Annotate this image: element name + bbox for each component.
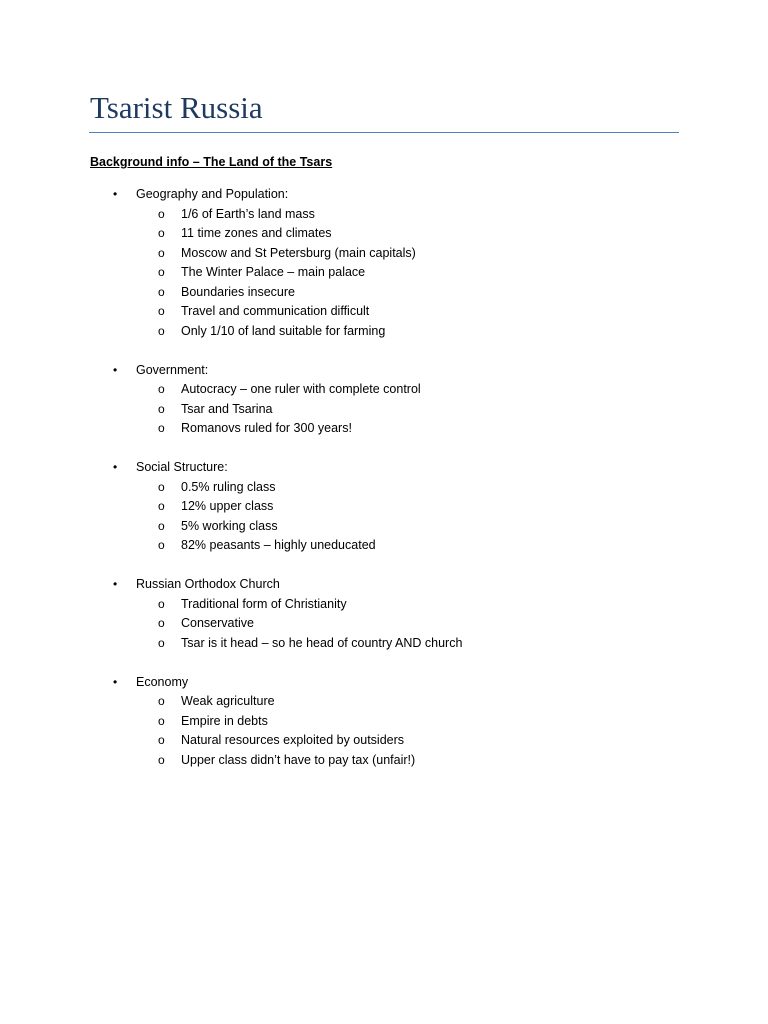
circle-bullet-icon: o <box>158 323 165 338</box>
list-item-text: The Winter Palace – main palace <box>181 265 366 279</box>
sub-item-list <box>0 478 768 556</box>
topic-label: Geography and Population: <box>136 187 289 201</box>
bullet-icon: • <box>113 460 118 474</box>
list-item <box>0 712 768 732</box>
list-item <box>0 478 768 498</box>
circle-bullet-icon: o <box>158 304 165 318</box>
topic-row <box>0 575 768 595</box>
document-title: Tsarist Russia <box>90 90 263 125</box>
list-item <box>0 517 768 537</box>
topic-label: Economy <box>136 674 189 689</box>
list-item-text: Tsar is it head – so he head of country AND church <box>181 635 463 650</box>
list-item-text: 12% upper class <box>181 499 274 513</box>
list-item <box>0 244 768 264</box>
circle-bullet-icon: o <box>158 694 165 708</box>
circle-bullet-icon: o <box>158 538 165 552</box>
list-item <box>0 692 768 712</box>
list-item <box>0 536 768 556</box>
list-item-text: 82% peasants – highly uneducated <box>181 538 376 552</box>
topic-outline <box>0 185 768 790</box>
circle-bullet-icon: o <box>158 733 165 747</box>
list-item <box>0 283 768 303</box>
topic-row <box>0 458 768 478</box>
list-item <box>0 302 768 322</box>
list-item-text: Travel and communication difficult <box>181 304 370 318</box>
circle-bullet-icon: o <box>158 226 165 240</box>
list-item-text: Weak agriculture <box>181 694 275 708</box>
list-item <box>0 497 768 517</box>
list-item-text: Traditional form of Christianity <box>181 596 347 611</box>
circle-bullet-icon: o <box>158 518 165 533</box>
topic-label: Russian Orthodox Church <box>136 577 280 591</box>
bullet-icon: • <box>113 577 118 591</box>
list-item <box>0 751 768 771</box>
circle-bullet-icon: o <box>158 401 165 416</box>
circle-bullet-icon: o <box>158 284 165 299</box>
circle-bullet-icon: o <box>158 499 165 513</box>
bullet-icon: • <box>113 362 118 377</box>
list-item <box>0 595 768 615</box>
list-item <box>0 731 768 751</box>
topic-section <box>0 185 768 341</box>
circle-bullet-icon: o <box>158 635 165 650</box>
circle-bullet-icon: o <box>158 265 165 279</box>
list-item-text: Conservative <box>181 616 254 630</box>
circle-bullet-icon: o <box>158 479 165 494</box>
circle-bullet-icon: o <box>158 713 165 728</box>
list-item-text: Moscow and St Petersburg (main capitals) <box>181 245 416 260</box>
list-item-text: Tsar and Tsarina <box>181 401 273 416</box>
circle-bullet-icon: o <box>158 245 165 260</box>
topic-row <box>0 673 768 693</box>
list-item-text: Empire in debts <box>181 713 268 728</box>
circle-bullet-icon: o <box>158 752 165 767</box>
list-item <box>0 400 768 420</box>
list-item-text: 0.5% ruling class <box>181 479 276 494</box>
list-item <box>0 614 768 634</box>
list-item-text: 11 time zones and climates <box>181 226 332 240</box>
list-item-text: Natural resources exploited by outsiders <box>181 733 405 747</box>
topic-label: Social Structure: <box>136 460 228 474</box>
sub-item-list <box>0 380 768 439</box>
topic-section <box>0 575 768 653</box>
topic-row <box>0 361 768 381</box>
section-heading: Background info – The Land of the Tsars <box>90 155 333 169</box>
list-item <box>0 263 768 283</box>
list-item <box>0 380 768 400</box>
list-item <box>0 205 768 225</box>
topic-row <box>0 185 768 205</box>
topic-section <box>0 361 768 439</box>
list-item-text: Only 1/10 of land suitable for farming <box>181 323 386 338</box>
circle-bullet-icon: o <box>158 596 165 611</box>
bullet-icon: • <box>113 187 118 201</box>
circle-bullet-icon: o <box>158 382 165 396</box>
list-item-text: Upper class didn’t have to pay tax (unfair!) <box>181 752 416 767</box>
list-item <box>0 322 768 342</box>
list-item-text: Romanovs ruled for 300 years! <box>181 421 352 435</box>
list-item-text: Autocracy – one ruler with complete control <box>181 382 421 396</box>
list-item <box>0 224 768 244</box>
sub-item-list <box>0 595 768 654</box>
circle-bullet-icon: o <box>158 616 165 630</box>
list-item-text: 5% working class <box>181 518 278 533</box>
list-item-text: Boundaries insecure <box>181 284 295 299</box>
sub-item-list <box>0 692 768 770</box>
circle-bullet-icon: o <box>158 206 165 221</box>
circle-bullet-icon: o <box>158 421 165 435</box>
topic-label: Government: <box>136 362 209 377</box>
sub-item-list <box>0 205 768 342</box>
list-item-text: 1/6 of Earth’s land mass <box>181 206 315 221</box>
topic-section <box>0 458 768 556</box>
list-item <box>0 634 768 654</box>
title-divider <box>89 132 679 133</box>
bullet-icon: • <box>113 674 118 689</box>
topic-section <box>0 673 768 771</box>
list-item <box>0 419 768 439</box>
